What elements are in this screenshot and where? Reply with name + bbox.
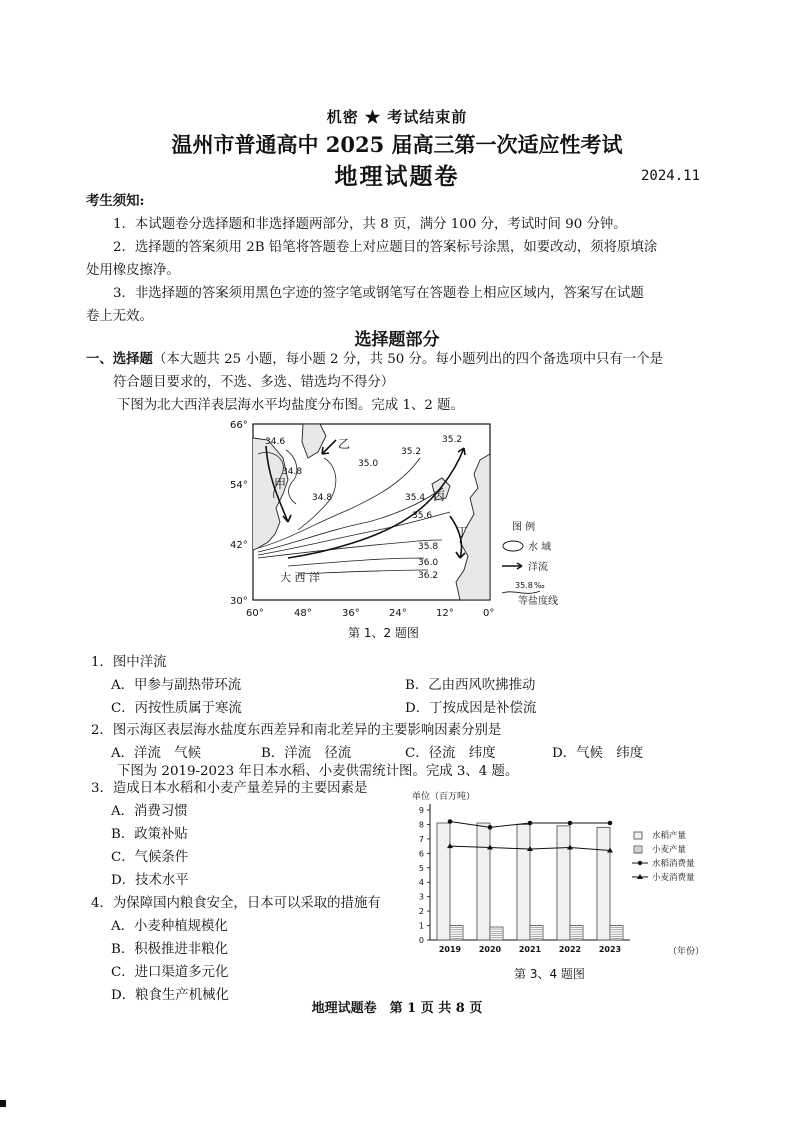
- y-tick-label: 5: [418, 863, 424, 873]
- map-caption: 第 1、2 题图: [348, 626, 419, 640]
- legend-label: 水稻产量: [652, 831, 687, 841]
- legend-label: 小麦产量: [652, 845, 687, 855]
- isohaline-label: 35.8: [418, 542, 439, 552]
- current-label-bing: 丙: [433, 489, 446, 503]
- legend-label: 水稻消费量: [652, 859, 695, 869]
- lat-label: 66°: [230, 420, 248, 431]
- y-tick-label: 7: [418, 834, 424, 844]
- lon-label: 24°: [389, 608, 407, 619]
- q2-option-d: D．气候 纬度: [552, 746, 644, 761]
- notice-item-2: 2．选择题的答案须用 2B 铅笔将答题卷上对应题目的答案标号涂黑，如要改动，须将原填涂: [113, 240, 658, 255]
- current-label-jia: 甲: [274, 477, 287, 491]
- lon-label: 60°: [246, 608, 264, 619]
- legend-title: 图 例: [512, 522, 536, 533]
- current-label-ding: 丁: [456, 525, 469, 539]
- y-tick-label: 1: [418, 921, 424, 931]
- rice-production-bar: [557, 826, 570, 940]
- intro-q3: 下图为 2019-2023 年日本水稻、小麦供需统计图。完成 3、4 题。: [117, 764, 519, 779]
- q4-option-a: A．小麦种植规模化: [111, 919, 228, 934]
- chart-caption: 第 3、4 题图: [514, 967, 585, 981]
- page-footer: 地理试题卷 第 1 页 共 8 页: [311, 1001, 483, 1016]
- ocean-label: 大 西 洋: [280, 571, 320, 584]
- rice-consumption-point: [608, 821, 613, 826]
- section-title: 选择题部分: [354, 330, 440, 350]
- exam-title: 温州市普通高中 2025 届高三第一次适应性考试: [171, 132, 623, 157]
- notice-item-3-cont: 卷上无效。: [86, 309, 153, 324]
- map-legend: [502, 520, 558, 607]
- q1-stem: 1．图中洋流: [91, 655, 167, 670]
- lat-label: 42°: [230, 540, 248, 551]
- q4-option-d: D．粮食生产机械化: [111, 988, 229, 1003]
- isohaline-label: 35.6: [412, 511, 433, 521]
- q1-option-b: B．乙由西风吹拂推动: [405, 678, 536, 693]
- isohaline-label: 34.8: [282, 467, 303, 477]
- lon-label: 0°: [483, 608, 495, 619]
- rice-consumption-point: [488, 825, 493, 830]
- y-tick-label: 4: [418, 878, 424, 888]
- notice-heading: 考生须知:: [86, 193, 145, 209]
- y-tick-label: 8: [418, 820, 424, 830]
- isohaline-label: 34.8: [312, 493, 333, 503]
- scan-mark: [0, 1100, 6, 1107]
- lon-label: 48°: [294, 608, 312, 619]
- legend-rice-production-icon: [634, 832, 642, 839]
- notice-item-3: 3．非选择题的答案须用黑色字迹的签字笔或钢笔写在答题卷上相应区域内，答案写在试题: [113, 286, 644, 301]
- x-tick-label: 2022: [558, 945, 582, 954]
- part-heading: [86, 348, 663, 371]
- rice-production-bar: [477, 823, 490, 940]
- water-legend-icon: [503, 541, 523, 551]
- isohaline-label: 36.2: [418, 571, 439, 581]
- y-tick-label: 2: [418, 907, 424, 917]
- x-tick-label: 2019: [438, 945, 462, 954]
- q2-option-c: C．径流 纬度: [405, 746, 496, 761]
- y-tick-label: 6: [418, 849, 424, 859]
- rice-production-bar: [597, 827, 610, 940]
- lon-label: 36°: [342, 608, 360, 619]
- intro-q1: 下图为北大西洋表层海水平均盐度分布图。完成 1、2 题。: [117, 398, 464, 413]
- current-label-yi: 乙: [338, 437, 351, 451]
- lat-label: 30°: [230, 596, 248, 607]
- y-tick-label: 0: [418, 936, 424, 945]
- x-tick-label: 2020: [478, 945, 502, 954]
- rice-production-bar: [517, 824, 530, 940]
- q4-option-b: B．积极推进非粮化: [111, 942, 228, 957]
- q3-option-c: C．气候条件: [111, 850, 189, 865]
- exam-date: 2024.11: [641, 168, 701, 184]
- chart-unit-label: 单位（百万吨）: [412, 792, 476, 802]
- q1-option-a: A．甲参与副热带环流: [111, 678, 242, 693]
- q4-option-c: C．进口渠道多元化: [111, 965, 229, 980]
- isohaline-label: 36.0: [418, 558, 439, 568]
- q2-option-b: B．洋流 径流: [261, 746, 352, 761]
- x-tick-label: 2023: [598, 945, 622, 954]
- chart-x-unit: （年份）: [668, 947, 705, 957]
- isohaline-label: 35.2: [401, 447, 422, 457]
- legend-isohaline-unit: ‰: [534, 581, 545, 590]
- lon-label: 12°: [436, 608, 454, 619]
- paper-title: 地理试题卷: [334, 163, 460, 190]
- rice-consumption-point: [448, 819, 453, 824]
- isohaline-legend-icon: [502, 591, 540, 593]
- isohaline-label: 34.6: [265, 437, 286, 447]
- legend-water: 水 域: [528, 542, 552, 553]
- q2-option-a: A．洋流 气候: [111, 746, 202, 761]
- q2-stem: 2．图示海区表层海水盐度东西差异和南北差异的主要影响因素分别是: [91, 723, 502, 738]
- legend-isohaline: 等盐度线: [518, 596, 558, 607]
- y-tick-label: 9: [418, 806, 424, 815]
- confidential-label: 机密 ★ 考试结束前: [326, 108, 468, 126]
- part-label: 一、选择题: [86, 351, 153, 367]
- rice-consumption-point: [568, 821, 573, 826]
- notice-item-2-cont: 处用橡皮擦净。: [86, 263, 180, 278]
- q3-stem: 3．造成日本水稻和小麦产量差异的主要因素是: [91, 781, 368, 796]
- salinity-map: [228, 418, 588, 623]
- part-desc-cont: 符合题目要求的，不选、多选、错选均不得分）: [113, 375, 395, 390]
- legend-isohaline-value: 35.8: [515, 581, 533, 590]
- rice-consumption-point: [528, 821, 533, 826]
- x-tick-label: 2021: [518, 945, 542, 954]
- isohaline-label: 35.0: [358, 459, 379, 469]
- legend-label: 小麦消费量: [652, 873, 695, 883]
- q3-option-d: D．技术水平: [111, 873, 189, 888]
- rice-production-bar: [437, 823, 450, 940]
- legend-rice-consumption-icon: [638, 861, 642, 865]
- q1-option-d: D．丁按成因是补偿流: [405, 701, 537, 716]
- isohaline-label: 35.4: [405, 493, 426, 503]
- q3-option-b: B．政策补贴: [111, 827, 188, 842]
- q3-option-a: A．消费习惯: [111, 804, 188, 819]
- y-tick-label: 3: [418, 892, 424, 902]
- rice-wheat-chart: [398, 788, 714, 964]
- legend-current: 洋流: [528, 562, 548, 573]
- q1-option-c: C．丙按性质属于寒流: [111, 701, 242, 716]
- q4-stem: 4．为保障国内粮食安全，日本可以采取的措施有: [91, 896, 381, 911]
- notice-item-1: 1．本试题卷分选择题和非选择题两部分，共 8 页，满分 100 分，考试时间 90 分钟。: [113, 217, 627, 232]
- isohaline-label: 35.2: [442, 435, 463, 445]
- lat-label: 54°: [230, 480, 248, 491]
- part-desc: （本大题共 25 小题，每小题 2 分，共 50 分。每小题列出的四个备选项中只有一个是: [152, 352, 663, 367]
